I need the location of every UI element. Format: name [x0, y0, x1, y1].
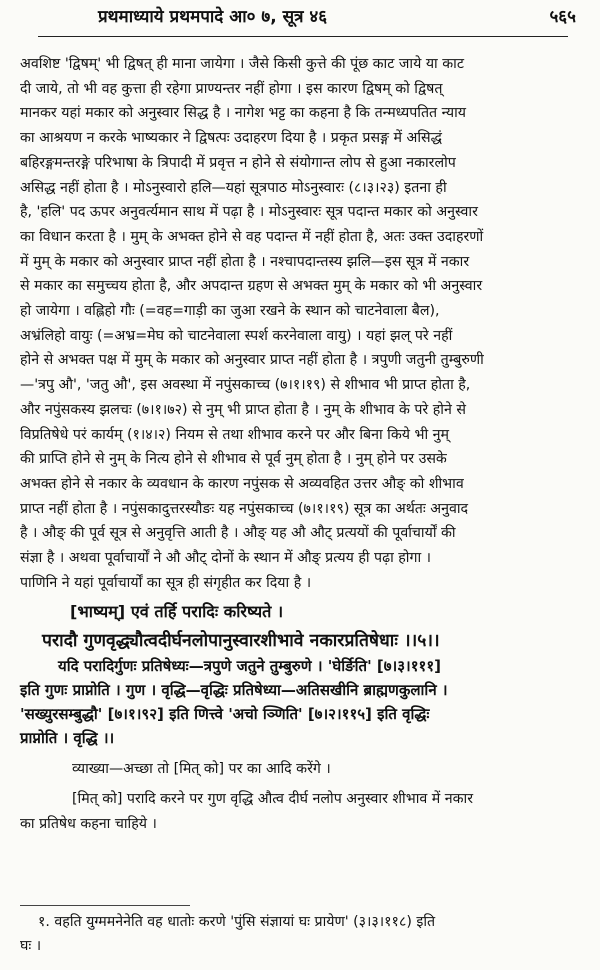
sanskrit-line: प्राप्नोति । वृद्धि ।।	[20, 728, 115, 747]
commentary-line: होने से अभक्त पक्ष में मुम् के मकार को अनुस्वार प्राप्त नहीं होता है । त्रपुणी जतुनी तुम्बुरुणी	[20, 352, 484, 369]
main-text	[20, 52, 590, 837]
commentary-line: से मकार का समुच्चय होता है, और अपदान्त ग्रहण से अभक्त मुम् के मकार को भी अनुस्वार	[20, 278, 483, 295]
vyakhya-line: व्याख्या—अच्छा तो [मित् को] पर का आदि करेंगे ।	[72, 760, 331, 777]
commentary-line: में मुम् के मकार को अनुस्वार प्राप्त नहीं होता है । नश्चापदान्तस्य झलि—इस सूत्र में नकार	[20, 253, 470, 270]
vyakhya-line: [मित् को] परादि करने पर गुण वृद्धि औत्व दीर्घ नलोप अनुस्वार शीभाव में नकार	[72, 791, 474, 808]
commentary-line: है, 'हलि' पद ऊपर अनुवर्त्यमान साथ में पढ़ा है । मोऽनुस्वारः सूत्र पदान्त मकार को अनुस्वार	[20, 204, 478, 221]
commentary-line: पाणिनि ने यहां पूर्वाचार्यों का सूत्र ही संगृहीत कर दिया है ।	[20, 574, 312, 591]
commentary-line: और नपुंसकस्य झलचः (७।१।७२) से नुम् भी प्राप्त होता है । नुम् के शीभाव के परे होने से	[20, 401, 466, 418]
footnote-line: घः ।	[20, 938, 42, 954]
vyakhya-line: का प्रतिषेध कहना चाहिये ।	[20, 816, 157, 833]
commentary-line: बहिरङ्गमन्तरङ्गे परिभाषा के त्रिपादी में प्रवृत्त न होने से संयोगान्त लोप से हुआ नकारलोप	[20, 154, 456, 171]
vartika-sutra: परादौ गुणवृद्ध्यौत्वदीर्घनलोपानुस्वारशीभावे नकारप्रतिषेधाः ।।५।।	[42, 631, 440, 652]
footnote-rule	[20, 905, 190, 906]
commentary-line: हो जायेगा । वह्लिहो गौः (=वह=गाड़ी का जुआ रखने के स्थान को चाटनेवाला बैल),	[20, 303, 440, 320]
sanskrit-line: 'सख्युरसम्बुद्धौ' [७।१।९२] इति णित्त्वे 'अचो ञ्णिति' [७।२।११५] इति वृद्धिः	[20, 705, 430, 724]
commentary-line: अभक्त होने से नकार के व्यवधान के कारण नपुंसक से अव्यवहित उत्तर औङ् को शीभाव	[20, 475, 464, 492]
commentary-line: का आश्रयण न करके भाष्यकार ने द्विषत्पः उदाहरण दिया है । प्रकृत प्रसङ्ग में असिद्धं	[20, 130, 442, 147]
footnote	[20, 910, 590, 958]
commentary-line: संज्ञा है । अथवा पूर्वाचार्यों ने औ औट् दोनों के स्थान में औङ् प्रत्यय ही पढ़ा होगा ।	[20, 550, 432, 567]
bhashya-heading: [भाष्यम्] एवं तर्हि परादिः करिष्यते ।	[70, 602, 284, 622]
sanskrit-line: इति गुणः प्राप्नोति । गुण । वृद्धि—वृद्धिः प्रतिषेध्या—अतिसखीनि ब्राह्मणकुलानि ।	[20, 681, 448, 700]
commentary-line: मानकर यहां मकार को अनुस्वार सिद्ध है । नागेश भट्ट का कहना है कि तन्मध्यपतित न्याय	[20, 105, 466, 122]
commentary-line: दी जाये, तो भी वह कुत्ता ही रहेगा प्राण्यन्तर नहीं होगा । इस कारण द्विषम् को द्विषत्	[20, 80, 443, 97]
header-rule	[38, 36, 568, 37]
commentary-line: —'त्रपु औ', 'जतु औ', इस अवस्था में नपुंसकाच्च (७।१।१९) से शीभाव भी प्राप्त होता है,	[20, 377, 471, 394]
commentary-line: अवशिष्ट 'द्विषम्' भी द्विषत् ही माना जायेगा । जैसे किसी कुत्ते की पूंछ काट जाये या काट	[20, 56, 464, 72]
commentary-line: का विधान करता है । मुम् के अभक्त होने से वह पदान्त में नहीं होता है, अतः उक्त उदाहरणों	[20, 228, 484, 245]
page-header	[20, 4, 584, 30]
commentary-line: विप्रतिषेधे परं कार्यम् (१।४।२) नियम से तथा शीभाव करने पर और बिना किये भी नुम्	[20, 426, 449, 443]
page-number: ५६५	[549, 7, 576, 27]
commentary-line: की प्राप्ति होने से नुम् के नित्य होने से शीभाव से पूर्व नुम् होता है । नुम् होने पर उसके	[20, 451, 447, 468]
sanskrit-line: यदि परादिर्गुणः प्रतिषेध्यः—त्रपुणे जतुने तुम्बुरुणे । 'घेर्ङिति' [७।३।१११]	[58, 657, 441, 676]
footnote-line: १. वहति युग्ममनेनेति वह धातोः करणे 'पुंसि संज्ञायां घः प्रायेण' (३।३।११८) इति	[38, 914, 436, 930]
commentary-line: है । औङ् की पूर्व सूत्र से अनुवृत्ति आती है । औङ् यह औ औट् प्रत्ययों की पूर्वाचार्यों की	[20, 525, 456, 542]
commentary-line: असिद्ध नहीं होता है । मोऽनुस्वारो हलि—यहां सूत्रपाठ मोऽनुस्वारः (८।३।२३) इतना ही	[20, 179, 447, 196]
running-head: प्रथमाध्याये प्रथमपादे आ० ७, सूत्र ४६	[98, 7, 328, 27]
commentary-line: प्राप्त नहीं होता है । नपुंसकादुत्तरस्यौङः यह नपुंसकाच्च (७।१।१९) सूत्र का अर्थतः अनुवाद	[20, 500, 469, 517]
commentary-line: अभ्रंलिहो वायुः (=अभ्र=मेघ को चाटनेवाला स्पर्श करनेवाला वायु) । यहां झल् परे नहीं	[20, 327, 453, 344]
